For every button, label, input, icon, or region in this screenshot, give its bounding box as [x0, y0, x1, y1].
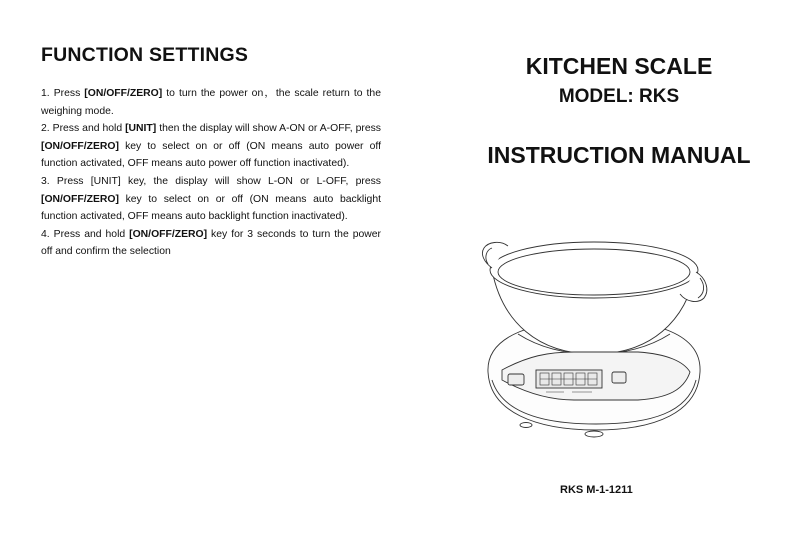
product-title: KITCHEN SCALE — [525, 53, 713, 79]
kitchen-scale-illustration — [478, 222, 710, 444]
steps-list — [41, 85, 381, 261]
key-label: [ON/OFF/ZERO] — [84, 88, 163, 99]
key-label: [ON/OFF/ZERO] — [41, 140, 119, 152]
bowl-rim — [490, 242, 698, 298]
button-left — [508, 374, 524, 385]
step-4: 4. Press and hold [ON/OFF/ZERO] key for 3 seconds to turn the power off and confirm the selection — [41, 228, 381, 258]
step-2: 2. Press and hold [UNIT] then the display will show A-ON or A-OFF, press [ON/OFF/ZERO] key to select on or off (ON means auto power off function activated, OFF means auto power off function inactivated). — [41, 123, 381, 170]
key-label: [ON/OFF/ZERO] — [129, 228, 208, 240]
step-3: 3. Press [UNIT] key, the display will show L-ON or L-OFF, press [ON/OFF/ZERO] key to select on or off (ON means auto backlight function activated, OFF means auto backlight function inactivated). — [41, 175, 381, 223]
manual-title: INSTRUCTION MANUAL — [487, 142, 751, 168]
model-name: MODEL: RKS — [558, 86, 680, 107]
section-title: FUNCTION SETTINGS — [41, 44, 249, 66]
cover-page — [430, 0, 808, 547]
document-code: RKS M-1-1211 — [560, 484, 633, 496]
step-1: 1. Press [ON/OFF/ZERO] to turn the power on，the scale return to the weighing mode. — [41, 88, 381, 117]
function-settings-section — [41, 44, 381, 261]
key-label: [ON/OFF/ZERO] — [41, 193, 119, 205]
key-label: [UNIT] — [125, 123, 157, 135]
button-right — [612, 372, 626, 383]
